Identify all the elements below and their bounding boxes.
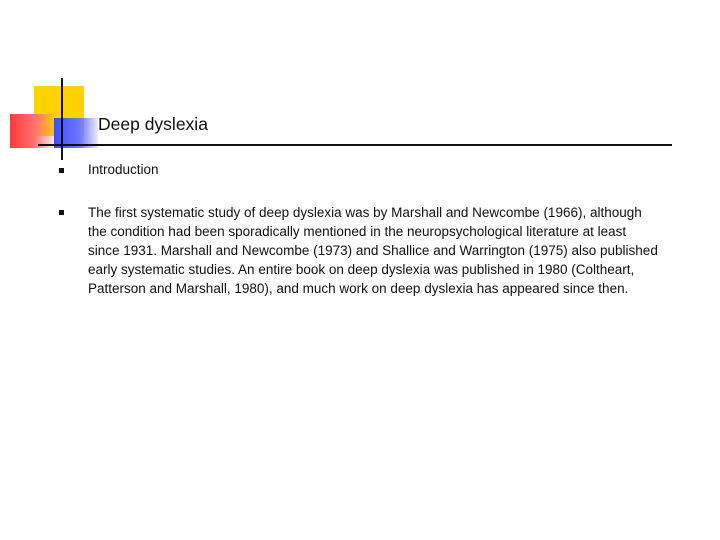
title-underline-rule <box>38 144 672 146</box>
slide-title: Deep dyslexia <box>98 114 208 134</box>
bullet-item-history: The first systematic study of deep dyslexia was by Marshall and Newcombe (1966), although the condition had been sporadically mentioned in the neuropsychological literature at least since 1931. Marshall and Newcombe (1973) and Shallice and Warrington (1975) also published early systematic studies. An entire book on deep dyslexia was published in 1980 (Coltheart, Patterson and Marshall, 1980), and much work on deep dyslexia has appeared since then. <box>88 205 658 296</box>
bullet-item-introduction: Introduction <box>88 162 159 177</box>
decorative-vertical-rule <box>61 78 63 160</box>
decorative-red-bar <box>10 114 54 148</box>
square-bullet-icon <box>59 210 64 215</box>
square-bullet-icon <box>59 168 64 173</box>
